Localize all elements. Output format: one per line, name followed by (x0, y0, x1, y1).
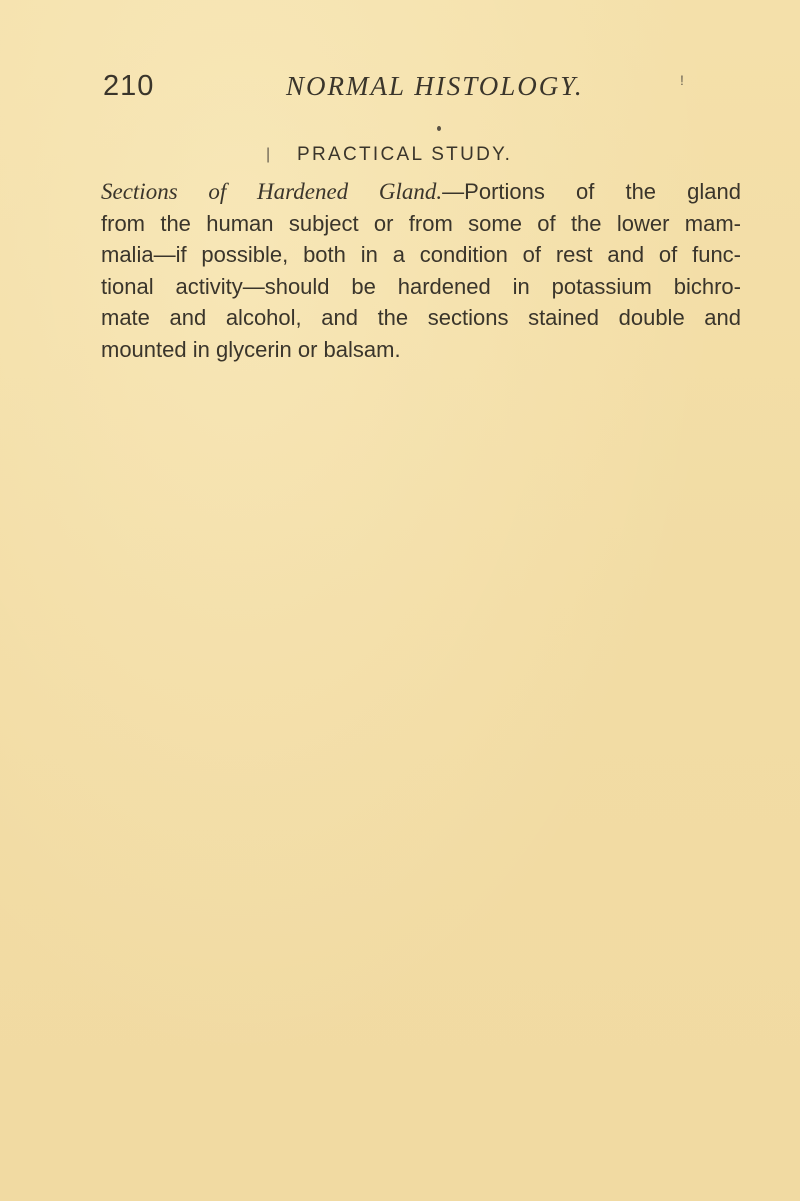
stray-mark-right: ! (680, 72, 684, 88)
paragraph-line-6: mounted in glycerin or balsam. (101, 336, 401, 362)
paragraph-line-1-rest: —Portions of the gland (442, 179, 741, 204)
paragraph-line-5: mate and alcohol, and the sections stained double and (101, 305, 741, 330)
paragraph-line-2: from the human subject or from some of the lower mam- (101, 210, 741, 236)
paragraph-line-4: tional activity—should be hardened in potassium bichro- (101, 273, 741, 299)
paragraph-line-1 (101, 176, 741, 208)
body-paragraph (101, 176, 741, 365)
running-head: NORMAL HISTOLOGY. (286, 71, 584, 101)
paragraph-line-3: malia—if possible, both in a condition of rest and of func- (101, 242, 741, 267)
stray-mark-left: | (266, 146, 271, 163)
section-heading: PRACTICAL STUDY. (297, 144, 513, 165)
lead-italic-phrase: Sections of Hardened Gland. (101, 179, 443, 204)
ink-dot (437, 126, 441, 131)
page-number: 210 (103, 70, 155, 102)
